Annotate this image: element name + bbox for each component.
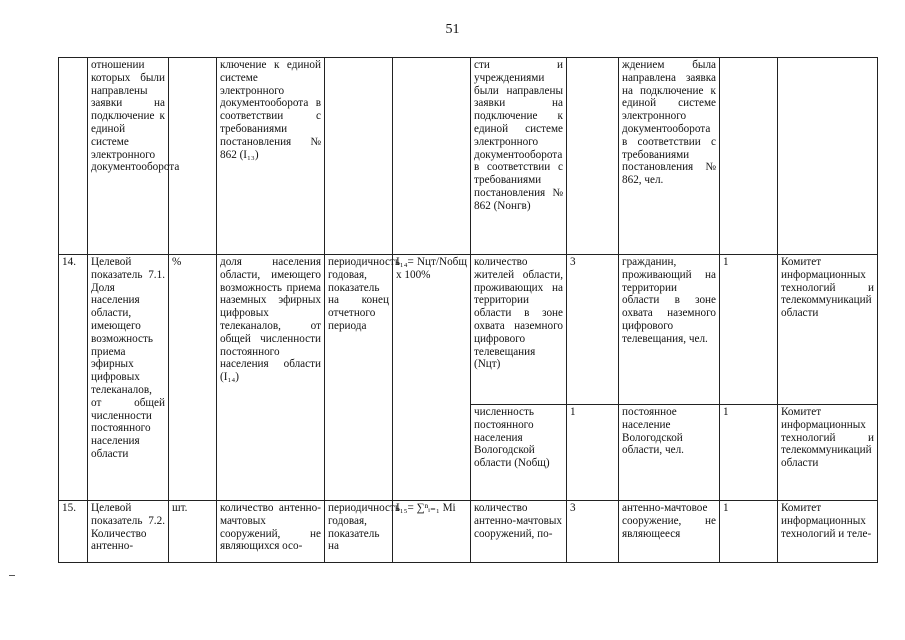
cell-base-indicator: сти и учреждениями были направлены заявки на подключение к единой системе электронного документооборота в соответствии с требованиями постановления № 862 (Nонгв) — [471, 58, 567, 255]
cell-source: 1 — [567, 405, 619, 501]
cell-base-indicator: численность постоянного населения Вологодской области (Nобщ) — [471, 405, 567, 501]
cell-source: 3 — [567, 255, 619, 405]
table-row-15 — [59, 501, 878, 563]
cell-period: периодичность годовая, показатель на — [325, 501, 393, 563]
cell-population-object: постоянное население Вологодской области, чел. — [619, 405, 720, 501]
cell-unit: шт. — [169, 501, 217, 563]
indicators-table — [58, 57, 878, 563]
cell-responsible: Комитет информационных технологий и телекоммуникаций области — [778, 405, 878, 501]
page-number: 51 — [445, 22, 460, 37]
cell-empty — [59, 58, 88, 255]
cell-source: 3 — [567, 501, 619, 563]
cell-indicator-name: Целевой показатель 7.1. Доля населения области, имеющего возможность приема эфирных цифровых телеканалов, от общей численности постоянного населения области — [88, 255, 169, 501]
cell-empty — [169, 58, 217, 255]
cell-method: 1 — [720, 405, 778, 501]
cell-method: 1 — [720, 255, 778, 405]
cell-row-number: 14. — [59, 255, 88, 501]
cell-definition: доля населения области, имеющего возможность приема наземных эфирных цифровых телеканалов, от общей численности постоянного населения области (I₁₄) — [217, 255, 325, 501]
table-row-14 — [59, 255, 878, 405]
cell-base-indicator: количество жителей области, проживающих на территории области в зоне охвата наземного цифрового телевещания (Nцт) — [471, 255, 567, 405]
cell-responsible: Комитет информационных технологий и теле- — [778, 501, 878, 563]
cell-empty — [325, 58, 393, 255]
cell-indicator-name: Целевой показатель 7.2. Количество антенно- — [88, 501, 169, 563]
cell-definition: ключение к единой системе электронного документооборота в соответствии с требованиями постановления № 862 (I₁₃) — [217, 58, 325, 255]
cell-empty — [778, 58, 878, 255]
table-row-continued — [59, 58, 878, 255]
cell-indicator-name: отношении которых были направлены заявки на подключение к единой системе электронного документооборота — [88, 58, 169, 255]
cell-responsible: Комитет информационных технологий и телекоммуникаций области — [778, 255, 878, 405]
cell-empty — [720, 58, 778, 255]
cell-empty — [567, 58, 619, 255]
margin-mark — [9, 575, 15, 576]
cell-unit: % — [169, 255, 217, 501]
cell-formula: I₁₄= Nцт/Nобщ x 100% — [393, 255, 471, 501]
cell-empty — [393, 58, 471, 255]
cell-population-object: ждением была направлена заявка на подключение к единой системе электронного документооборота в соответствии с требованиями постановления № 862, чел. — [619, 58, 720, 255]
cell-row-number: 15. — [59, 501, 88, 563]
cell-base-indicator: количество антенно-мачтовых сооружений, по- — [471, 501, 567, 563]
cell-method: 1 — [720, 501, 778, 563]
cell-population-object: гражданин, проживающий на территории области в зоне охвата наземного цифрового телевещания, чел. — [619, 255, 720, 405]
cell-period: периодичность годовая, показатель на конец отчетного периода — [325, 255, 393, 501]
cell-formula: I₁₅= ∑ⁿᵢ₌₁ Mi — [393, 501, 471, 563]
cell-definition: количество антенно-мачтовых сооружений, не являющихся осо- — [217, 501, 325, 563]
cell-population-object: антенно-мачтовое сооружение, не являющееся — [619, 501, 720, 563]
